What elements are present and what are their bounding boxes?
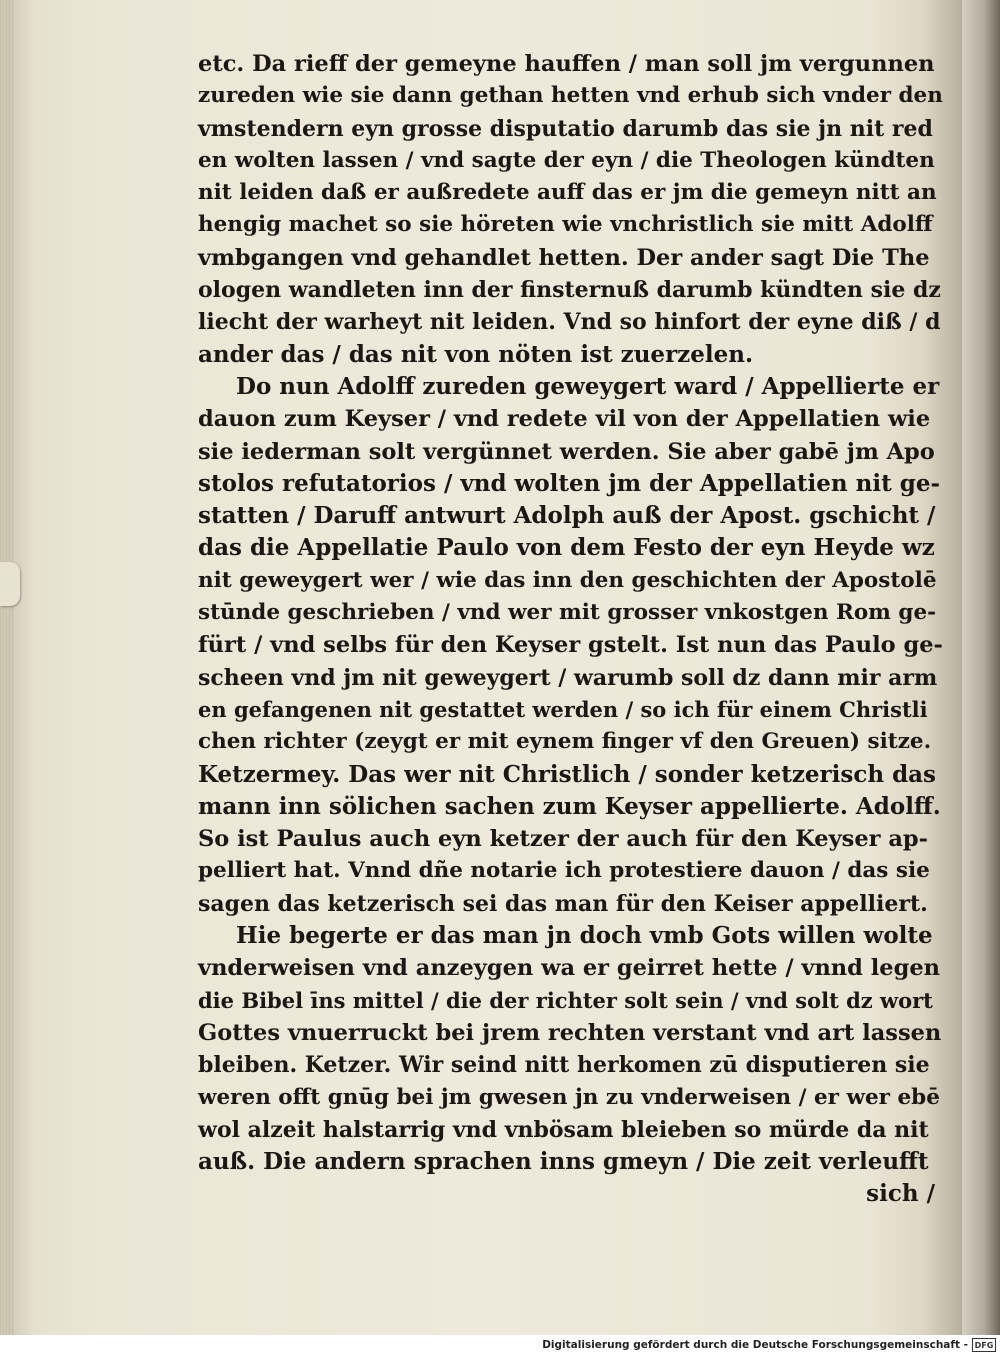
text-line: en wolten lassen / vnd sagte der eyn / die Theologen kündten (198, 147, 935, 173)
bookmark-tab (0, 562, 20, 606)
text-line: pelliert hat. Vnnd dñe notarie ich protestiere dauon / das sie (198, 858, 930, 884)
text-line: das die Appellatie Paulo von dem Festo der eyn Heyde wz (198, 534, 935, 562)
text-line: fürt / vnd selbs für den Keyser gstelt. Ist nun das Paulo ge- (198, 632, 943, 659)
text-line: chen richter (zeygt er mit eynem finger vf den Greuen) sitze. (198, 729, 932, 755)
text-line: mann inn sölichen sachen zum Keyser appellierte. Adolff. (198, 792, 941, 820)
text-line: wol alzeit halstarrig vnd vnbösam bleieben so mürde da nit (198, 1116, 929, 1143)
text-line: nit leiden daß er außredete auff das er jm die gemeyn nitt an (198, 180, 937, 206)
text-line: So ist Paulus auch eyn ketzer der auch für den Keyser ap- (198, 826, 928, 853)
text-line: ologen wandleten inn der finsternuß darumb kündten sie dz (198, 277, 941, 304)
text-line: Ketzermey. Das wer nit Christlich / sonder ketzerisch das (198, 760, 936, 788)
text-line: ander das / das nit von nöten ist zuerzelen. (198, 340, 753, 368)
text-line: vmstendern eyn grosse disputatio darumb das sie jn nit red (198, 115, 933, 142)
text-line: bleiben. Ketzer. Wir seind nitt herkomen zū disputieren sie (198, 1052, 930, 1079)
text-line: liecht der warheyt nit leiden. Vnd so hinfort der eyne diß / d (198, 309, 941, 336)
text-line: weren offt gnūg bei jm gwesen jn zu vnderweisen / er wer ebē (198, 1084, 940, 1110)
body-text (198, 48, 943, 1211)
text-line: vnderweisen vnd anzeygen wa er geirret hette / vnnd legen (198, 955, 940, 982)
text-line: hengig machet so sie höreten wie vnchristlich sie mitt Adolff (198, 212, 933, 238)
text-line: vmbgangen vnd gehandlet hetten. Der ander sagt Die The (198, 244, 930, 271)
text-line: statten / Daruff antwurt Adolph auß der Apost. gschicht / (198, 502, 936, 530)
text-line: etc. Da rieff der gemeyne hauffen / man soll jm vergunnen (198, 51, 935, 77)
text-line: die Bibel īns mittel / die der richter solt sein / vnd solt dz wort (198, 987, 933, 1013)
text-line: Gottes vnuerruckt bei jrem rechten verstant vnd art lassen (198, 1019, 942, 1046)
text-line: stūnde geschrieben / vnd wer mit grosser vnkostgen Rom ge- (198, 600, 937, 626)
text-line: nit geweygert wer / wie das inn den geschichten der Apostolē (198, 567, 937, 593)
text-line: sagen das ketzerisch sei das man für den Keiser appelliert. (198, 890, 928, 917)
text-line: Do nun Adolff zureden geweygert ward / Appellierte er (236, 372, 940, 400)
funding-credit: Digitalisierung gefördert durch die Deutsche Forschungsgemeinschaft - (542, 1339, 968, 1351)
text-line: auß. Die andern sprachen inns gmeyn / Die zeit verleufft (198, 1148, 929, 1176)
footer-bar (0, 1335, 1000, 1356)
dfg-logo-icon: DFG (972, 1338, 996, 1352)
text-line: Hie begerte er das man jn doch vmb Gots willen wolte (236, 922, 933, 950)
text-line: scheen vnd jm nit geweygert / warumb soll dz dann mir arm (198, 664, 938, 691)
binding-shadow (960, 0, 1000, 1335)
text-line: en gefangenen nit gestattet werden / so ich für einem Christli (198, 696, 928, 722)
text-line: sie iederman solt vergünnet werden. Sie aber gabē jm Apo (198, 438, 935, 465)
text-line: stolos refutatorios / vnd wolten jm der Appellatien nit ge- (198, 469, 941, 497)
catchword: sich / (866, 1180, 935, 1208)
text-line: dauon zum Keyser / vnd redete vil von der Appellatien wie (198, 406, 931, 433)
page-edges (0, 0, 14, 1335)
text-line: zureden wie sie dann gethan hetten vnd erhub sich vnder den (198, 83, 943, 109)
